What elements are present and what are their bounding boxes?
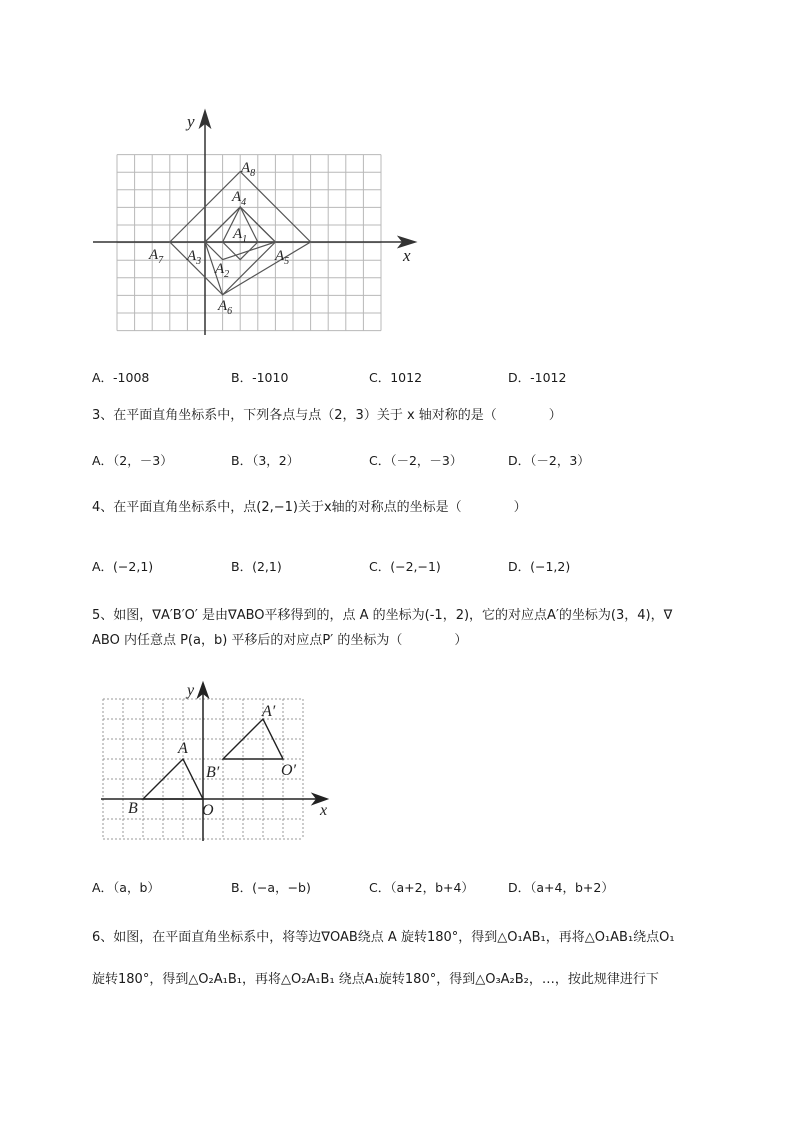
figure2-label-x: x [320,802,328,819]
q4-option-b: B．(2,1) [231,559,282,574]
q2-option-d: D．-1012 [508,370,567,385]
label-a5: $A_5$ [275,248,290,267]
q3-stem: 3、在平面直角坐标系中，下列各点与点（2，3）关于 x 轴对称的是（ ） [92,408,562,423]
figure1-point-labels [148,160,289,317]
label-a-prime: A′ [262,703,276,720]
q6-line2: 旋转180°，得到△O₂A₁B₁，再将△O₂A₁B₁ 绕点A₁旋转180°，得到△O₃A₂B₂，…，按此规律进行下 [92,972,659,987]
figure1-label-x: x [403,246,411,265]
label-a: A [178,740,188,757]
label-a8: $A_8$ [241,160,256,179]
q3-option-b: B．（3，2） [231,453,300,468]
q2-option-c: C．1012 [369,370,423,385]
q5-stem-line2: ABO 内任意点 P(a，b) 平移后的对应点P′ 的坐标为（ ） [92,633,468,648]
q4-option-a: A．(−2,1) [92,559,154,574]
q5-stem-line1: 5、如图，∇A′B′O′ 是由∇ABO平移得到的，点 A 的坐标为(-1，2)，它的对应点A′的坐标为(3，4)，∇ [92,608,673,623]
label-a6: $A_6$ [218,298,233,317]
q3-option-a: A．（2，－3） [92,453,173,468]
q2-option-b: B．-1010 [231,370,289,385]
figure-nested-squares [85,105,425,340]
figure1-label-y: y [187,112,195,131]
figure1-axes [93,111,415,335]
q6-line1: 6、如图，在平面直角坐标系中，将等边∇OAB绕点 A 旋转180°，得到△O₁AB₁，再将△O₁AB₁绕点O₁ [92,930,675,945]
q5-option-c: C．（a+2，b+4） [369,880,474,895]
label-b: B [128,800,138,817]
figure-translated-triangles [95,675,340,845]
label-a3: $A_3$ [187,248,202,267]
figure2-label-y: y [187,682,195,699]
label-b-prime: B′ [206,764,220,781]
q4-stem: 4、在平面直角坐标系中，点(2,−1)关于x轴的对称点的坐标是（ ） [92,500,527,515]
q4-option-c: C．(−2,−1) [369,559,441,574]
label-a4: $A_4$ [232,189,247,208]
label-a2: $A_2$ [215,261,230,280]
q5-option-a: A．（a，b） [92,880,160,895]
q2-option-a: A．-1008 [92,370,150,385]
label-a7: $A_7$ [149,247,164,266]
q3-option-c: C．（－2，－3） [369,453,463,468]
q3-option-d: D．（－2，3） [508,453,590,468]
q4-option-d: D．(−1,2) [508,559,571,574]
label-o-prime: O′ [281,762,297,779]
label-o: O [202,802,214,819]
q5-option-b: B．(−a，−b) [231,880,311,895]
q5-option-d: D．（a+4，b+2） [508,880,614,895]
label-a1: $A_1$ [233,226,248,245]
